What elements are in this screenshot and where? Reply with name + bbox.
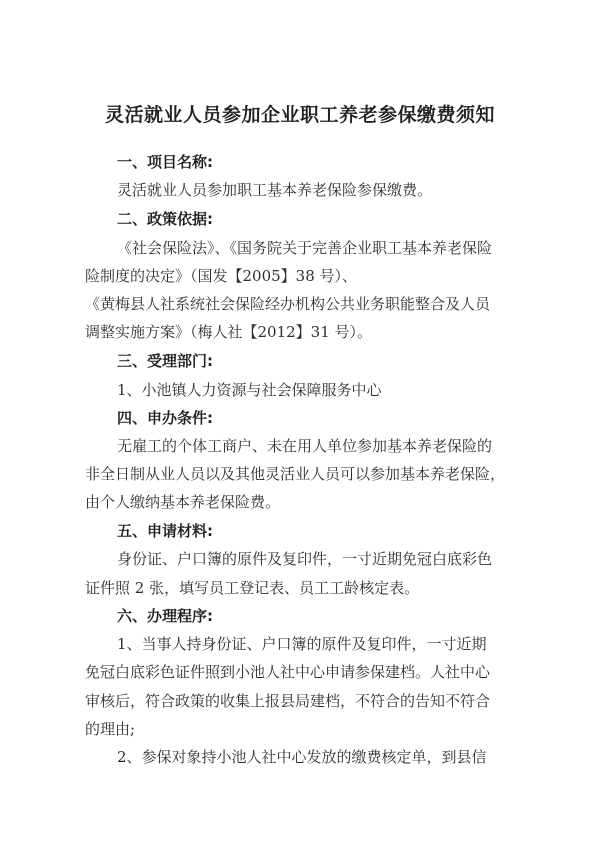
procedure-line-2: 免冠白底彩色证件照到小池人社中心申请参保建档。人社中心 — [85, 663, 491, 681]
materials-line-2: 证件照 2 张，填写员工登记表、员工工龄核定表。 — [85, 579, 420, 597]
section-heading-materials: 五、申请材料: — [117, 522, 213, 540]
section-heading-policy-basis: 二、政策依据: — [117, 210, 213, 228]
section-heading-project-name: 一、项目名称: — [117, 153, 213, 171]
conditions-line-3: 由个人缴纳基本养老保险费。 — [85, 493, 281, 511]
policy-basis-line-2: 险制度的决定》（国发【2005】38 号）、 — [85, 267, 358, 285]
conditions-line-1: 无雇工的个体工商户、未在用人单位参加基本养老保险的 — [117, 437, 493, 455]
materials-line-1: 身份证、户口簿的原件及复印件，一寸近期免冠白底彩色 — [117, 550, 493, 568]
section-heading-conditions: 四、申办条件: — [117, 409, 213, 427]
procedure-line-4: 的理由; — [85, 720, 136, 738]
conditions-line-2: 非全日制从业人员以及其他灵活业人员可以参加基本养老保险， — [85, 465, 506, 483]
policy-basis-line-1: 《社会保险法》、《国务院关于完善企业职工基本养老保险 — [117, 239, 493, 257]
project-name-text: 灵活就业人员参加职工基本养老保险参保缴费。 — [117, 181, 433, 199]
procedure-line-5: 2、参保对象持小池人社中心发放的缴费核定单，到县信 — [117, 748, 487, 766]
document-title: 灵活就业人员参加企业职工养老参保缴费须知 — [104, 104, 495, 126]
section-heading-procedure: 六、办理程序: — [117, 607, 213, 625]
policy-basis-line-3: 《黄梅县人社系统社会保险经办机构公共业务职能整合及人员 — [85, 295, 491, 313]
section-heading-department: 三、受理部门: — [117, 352, 213, 370]
department-text: 1、小池镇人力资源与社会保障服务中心 — [117, 381, 382, 399]
procedure-line-3: 审核后，符合政策的收集上报县局建档，不符合的告知不符合 — [85, 692, 491, 710]
procedure-line-1: 1、当事人持身份证、户口簿的原件及复印件，一寸近期 — [117, 635, 487, 653]
policy-basis-line-4: 调整实施方案》（梅人社【2012】31 号）。 — [85, 323, 373, 341]
